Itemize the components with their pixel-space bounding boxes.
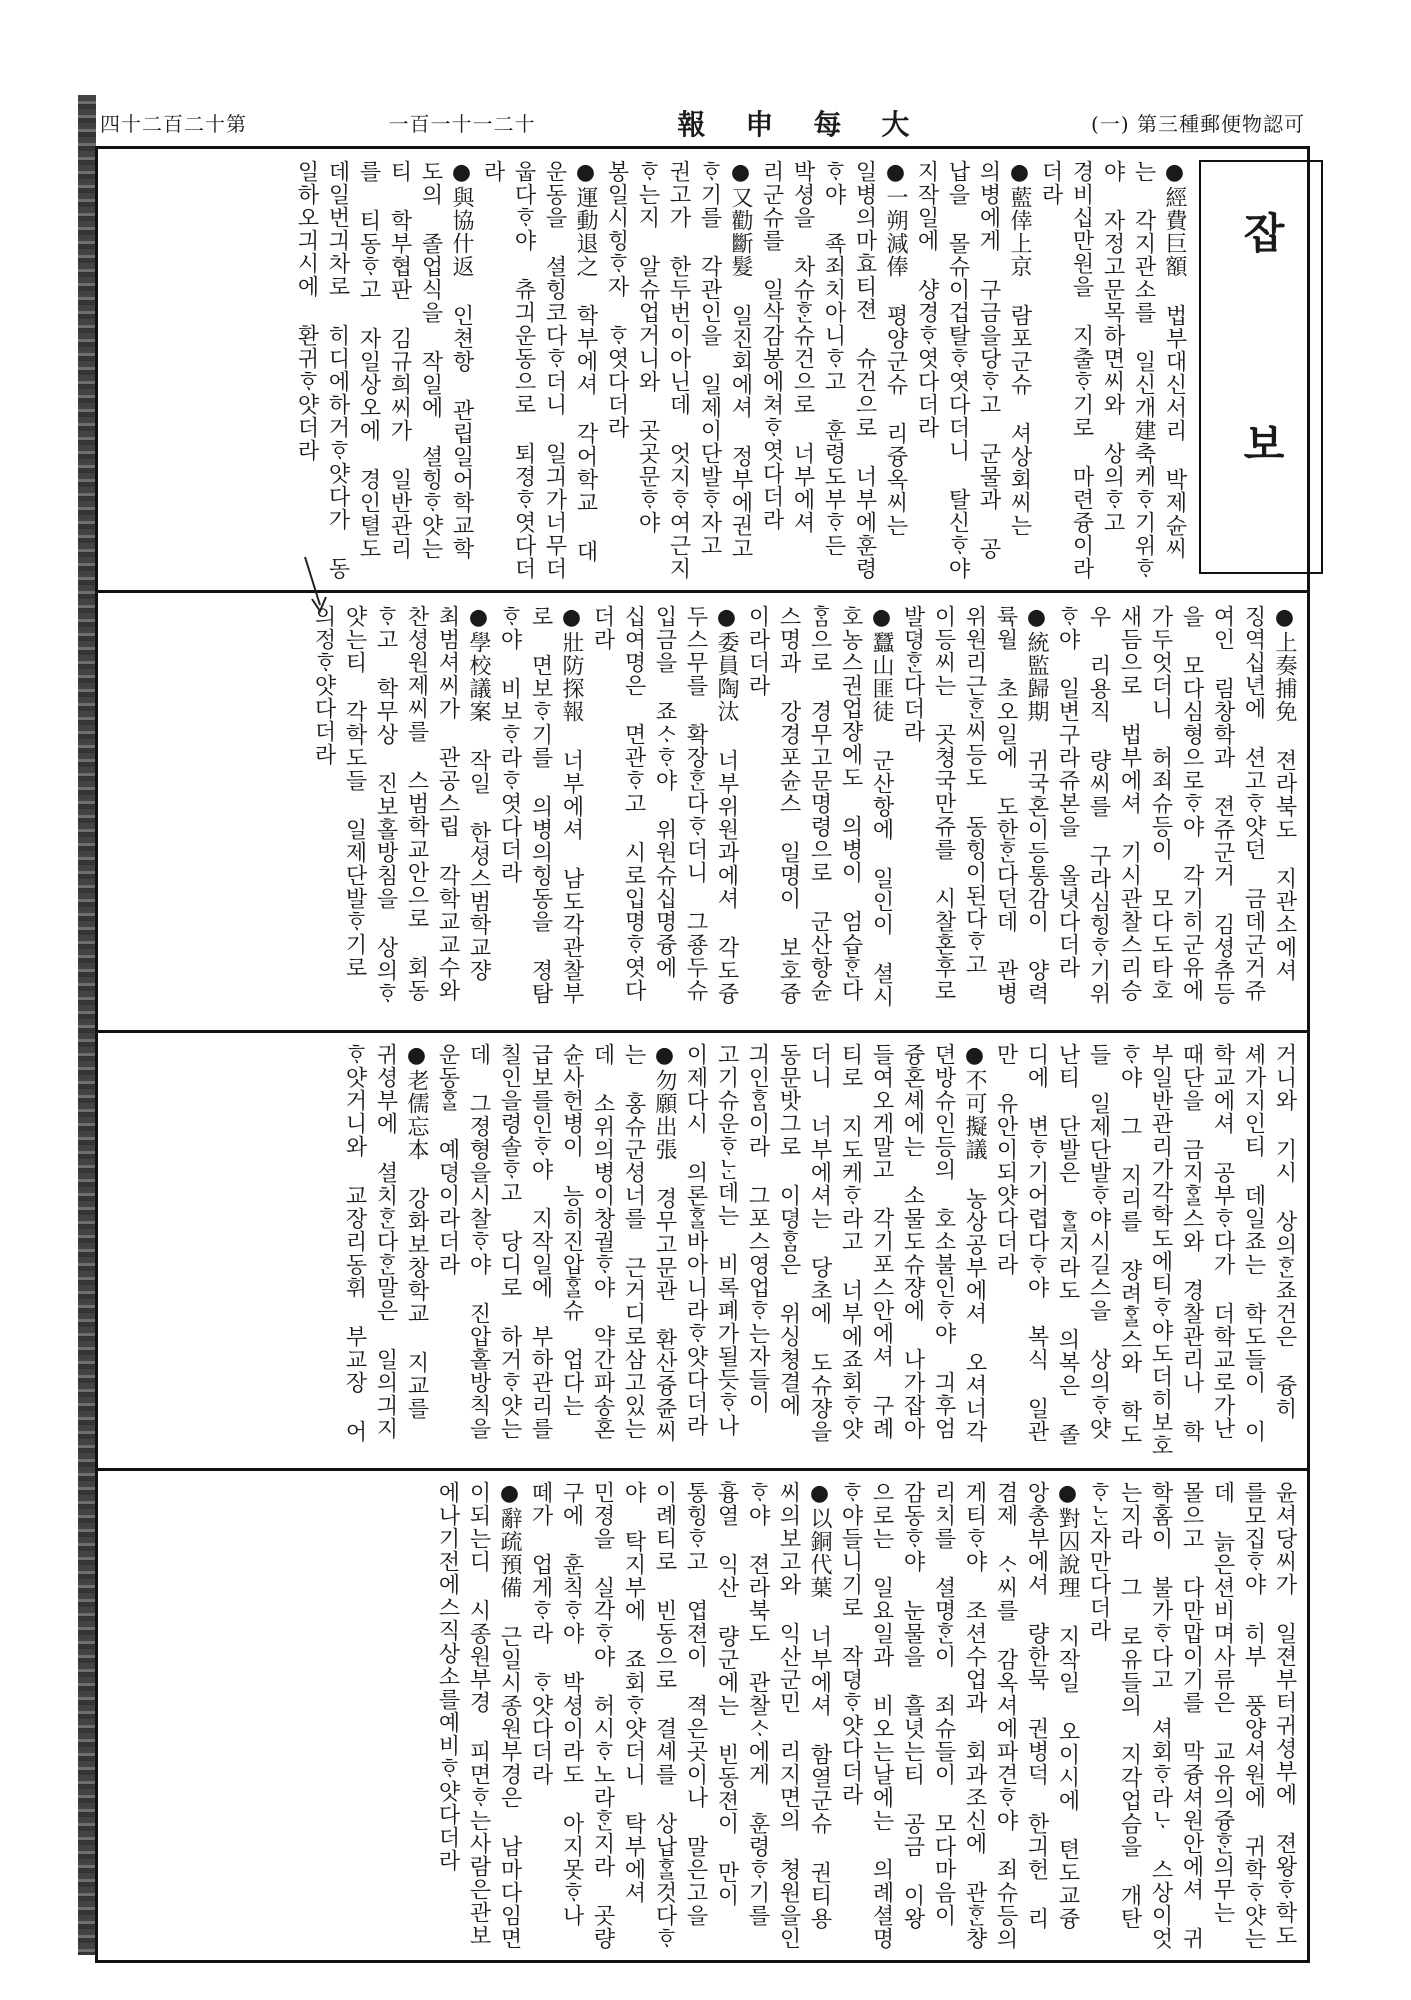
rule-left [95,146,98,1963]
tier-divider-2 [95,1030,1310,1033]
pencil-arrow-mark [300,555,340,615]
article-text: ●以銅代葉 너부에셔 함열군슈 권티용씨의보고와 익산군민 리지면의 쳥원을인ᄒᆞ야 젼라북도 관찰ᄉᆞ에게 훈령ᄒᆞ기를 흉열 익산 량군에는 빈동젼이 만이 통힝ᄒᆞ고 엽젼이 젹은곳이나 말은고을 이례티로 빈동으로 결셰를 상납ᄒᆞᆯ것다ᄒᆞ야 탁지부에 죠회ᄒᆞ얏더니 탁부에셔 민졍을 실각ᄒᆞ야 허시ᄒᆞ노라ᄒᆞᆫ지라 곳량구에 훈칙ᄒᆞ야 박셩이라도 아지못ᄒᆞ나 떼가 업게ᄒᆞ라 ᄒᆞ얏다더라 [528,1481,832,1950]
article-text: ●老儒忘本 강화보창학교 지교를 귀셩부에 셜치ᄒᆞᆫ다ᄒᆞᆫ말은 일의긔지 ᄒᆞ얏거니와 교장리동휘 부교장 어 [342,1043,429,1443]
section-title: 잡 보 [1237,210,1286,524]
article-text: ●藍倖上京 람포군슈 셔상회씨는 의병에게 구금을당ᄒᆞ고 군물과 공납을 몰슈이겁탈ᄒᆞ엿다더니 탈신ᄒᆞ야 지작일에 샹경ᄒᆞ엿다더라 [914,160,1032,580]
newspaper-title: 報申每大 [677,107,950,141]
tier-3-columns [110,1043,1300,1458]
article-text: ●統監歸期 귀국혼이등통감이 양력륙월 초오일에 도한ᄒᆞᆫ다던데 관병위원리근ᄒᆞᆫ씨등도 동힝이된다ᄒᆞ고 이등씨는 곳쳥국만쥬를 시찰혼후로 발뎡ᄒᆞᆫ다더라 [900,605,1049,1005]
article-text: ●蠶山匪徒 군산항에 일인이 셜시호농스권업쟝에도 의병이 엄습ᄒᆞᆫ다ᄒᆞᆷ으로 경무고문명령으로 군산항슌스명과 강경포슌스 일명이 보호즁이라더라 [745,605,894,1008]
article-text: ●一朔減俸 평양군슈 리즁옥씨는 일병의마효티젼 슈건으로 너부에훈령ᄒᆞ야 죡죄치아니ᄒᆞ고 훈령도부ᄒᆞ든 박셩을 차슈ᄒᆞᆫ슈건으로 너부에셔 리군슈를 일삭감봉에쳐ᄒᆞ엿다더라 [759,160,908,580]
article-text: 윤셔당씨가 일젼부터귀셩부에 젼왕ᄒᆞ학도를모집ᄒᆞ야 히부 풍양셔원에 귀학ᄒᆞ얏는데 늙은션비며사류은 교유의즁ᄒᆞᆫ의무는 몰으고 다만맙이기를 막즁셔원안에셔 귀학홈이 불가ᄒᆞ다고 셔회ᄒᆞ라ᄂᆞ 스상이엇는지라 그 로유들의 지각업슴을 개탄ᄒᆞᄂᆞᆫ자만다더라 [1086,1481,1297,1950]
binding-edge [78,95,96,1955]
tier-divider-3 [95,1468,1310,1471]
tier-2-columns [110,605,1300,1020]
article-text: ●上奏捕免 젼라북도 지관소에셔 징역십년에 션고ᄒᆞ얏던 금데군거쥬여인 림창학과 젼쥬군거 김셩츄등을 모다심형으로ᄒᆞ야 각기히군유에가두엇더니 허죄슈등이 모다도타호새듬으로 법부에셔 기시관찰스리승우 리용직 량씨를 구라심힝ᄒᆞ기위ᄒᆞ야 일변구라쥬본을 올녓다더라 [1055,605,1297,1005]
section-title-box [1199,160,1323,574]
article-text: 거니와 기시 상의ᄒᆞᆫ죠건은 즁히 셰가지인티 데일죠는 학도들이 이학교에셔 공부ᄒᆞ다가 더학교로가난때단을 금지ᄒᆞᆯ스와 경찰관리나 학부일반관리가각학도에티ᄒᆞ야도더히보호ᄒᆞ야 그 지리를 쟝려ᄒᆞᆯ스와 학도들 일제단발ᄒᆞ야시길스을 상의ᄒᆞ얏난티 단발은 ᄒᆞᆯ지라도 의복은 졸디에 변ᄒᆞ기어렵다ᄒᆞ야 복식 일관만 유안이되얏다더라 [993,1043,1297,1457]
header-number: 四十二百二十第 [100,112,247,136]
tier-divider-1 [95,590,1310,593]
article-text: ●運動退之 학부에셔 각어학교 대운동을 셜힝코다ᄒᆞ더니 일긔가너무더웁다ᄒᆞ야 츄긔운동으로 퇴졍ᄒᆞ엿다더라 [480,160,598,580]
header-date: 一百一十一二十 [388,112,536,136]
header-issue-label: (一) 第三種郵便物認可 [1091,112,1305,136]
masthead-strip [100,100,1305,145]
article-text: ●對囚說理 지작일 오이시에 텬도교즁앙총부에셔 량한묵 권병덕 한긔헌 리겸제 ᄉᆞ씨를 감옥셔에파견ᄒᆞ야 죄슈등의게티ᄒᆞ야 조션수업과 회과조신에 관ᄒᆞᆫ챵리치를 셜명ᄒᆞᆫ이 죄슈들이 모다마음이 감동ᄒᆞ야 눈물을 흘녓는티 공금 이왕으로는 일요일과 비오는날에는 의례셜명ᄒᆞ야들니기로 작뎡ᄒᆞ얏다더라 [838,1481,1080,1950]
article-text: ●勿願出張 경무고문관 환산즁쥰씨는 홍슈군셩너를 근거디로삼고있는데 소위의병이창궐ᄒᆞ야 약간파송혼슌사헌병이 능히진압ᄒᆞᆯ슈 업다는 급보를인ᄒᆞ야 지작일에 부하관리를칠인을령솔ᄒᆞ고 당디로 하거ᄒᆞ얏는데 그졍형을시찰ᄒᆞ야 진압홀방칙을 운동ᄒᆞᆯ 예뎡이라더라 [435,1043,677,1443]
article-text: ●與協什返 인쳔항 관립일어학교학도의 졸업식을 작일에 셜힝ᄒᆞ얏는티 학부협판 김규희씨가 일반관리를 티동ᄒᆞ고 자일상오에 경인텰도 데일번긔차로 히디에하거ᄒᆞ얏다가 동일하오긔시에 환귀ᄒᆞ얏더라 [294,160,474,580]
rule-bottom [95,1960,1310,1963]
article-text: ●委員陶汰 너부위원과에셔 각도즁두스무를 확장ᄒᆞᆫ다ᄒᆞ더니 그죵두슈입금을 죠ᄉᆞᄒᆞ야 위원슈십명즁에 십여명은 면관ᄒᆞ고 시로입명ᄒᆞ엿다더라 [590,605,739,1005]
tier-4-columns [110,1481,1300,1951]
article-text: ●學校議案 작일 한셩스범학교쟝 최범셔씨가 관공스립 각학교교수와 찬셩원제씨를 스범학교안으로 회동ᄒᆞ고 학무상 진보홀방침을 상의ᄒᆞ얏는티 각학도들 일제단발ᄒᆞ기로 의정ᄒᆞ얏다더라 [311,605,491,1005]
article-text: ●經費巨額 법부대신서리 박제슌씨는 각지관소를 일신개建축케ᄒᆞ기위ᄒᆞ야 자정고문목하면씨와 상의ᄒᆞ고 경비십만원을 지출ᄒᆞ기로 마련즁이라더라 [1038,160,1187,580]
article-text: ●辭疏預備 근일시종원부경은 남마다임면이되는디 시종원부경 피면ᄒᆞ는사람은관보에나기전에스직상소를예비ᄒᆞ얏다더라 [435,1481,522,1950]
tier-1-columns [110,160,1190,580]
article-text: ●壯防探報 너부에셔 남도각관찰부로 면보ᄒᆞ기를 의병의힝동을 졍탐ᄒᆞ야 비보ᄒᆞ라ᄒᆞ엿다더라 [497,605,584,1005]
rule-top [95,146,1310,149]
article-text: ●又勸斷髮 일진회에셔 정부에권고ᄒᆞ기를 각관인을 일제이단발ᄒᆞ자고 권고가 한두번이아닌데 엇지ᄒᆞ여근지ᄒᆞ는지 알슈업거니와 곳곳문ᄒᆞ야 봉일시힝ᄒᆞ자 ᄒᆞ엿다더라 [604,160,753,580]
article-text: ●不可擬議 농상공부에셔 오셔너각뎐방슈인등의 호소불인ᄒᆞ야 긔후엄즁혼셰에는 소물도슈쟝에 나가잡아들여오게말고 각기포스안에셔 구례티로 지도케ᄒᆞ라고 너부에죠회ᄒᆞ얏더니 너부에셔는 당초에 도슈쟝을 동문밧그로 이뎡ᄒᆞᆷ은 위싱쳥결에 긔인ᄒᆞᆷ이라 그포스영업ᄒᆞ는자들이 고기슈운ᄒᆞᄂᆞᆫ데는 비록폐가될듯ᄒᆞ나 이제다시 의론ᄒᆞᆯ바아니라ᄒᆞ얏다더라 [683,1043,987,1443]
